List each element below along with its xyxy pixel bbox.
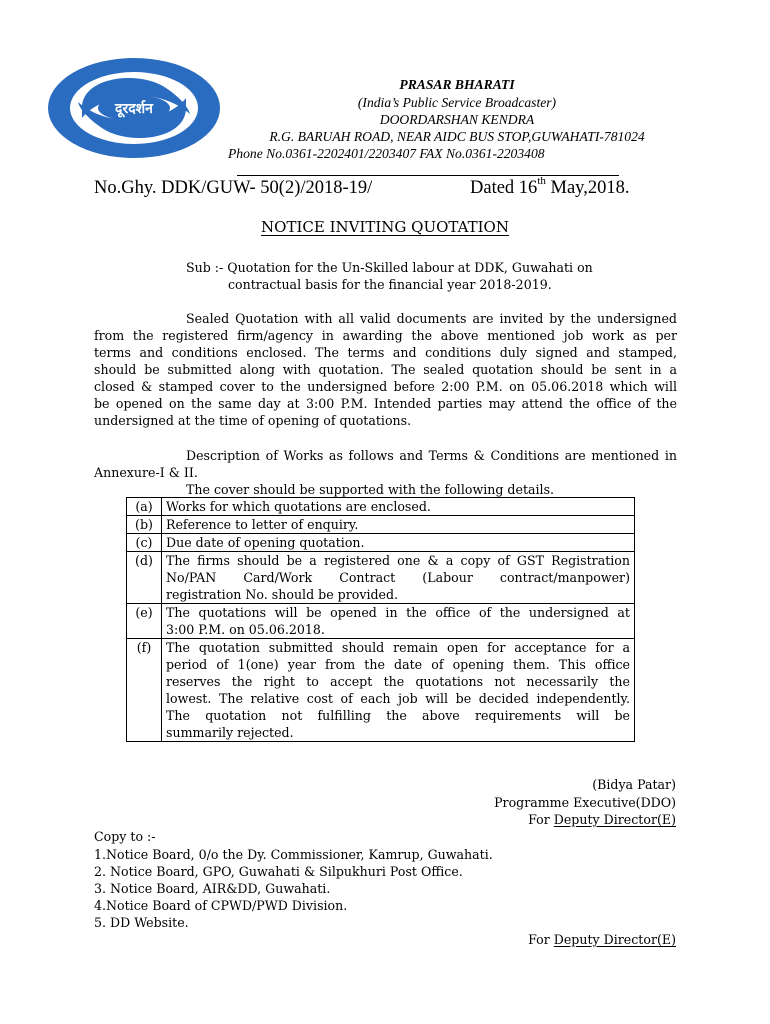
phone-fax: Phone No.0361-2202401/2203407 FAX No.0361-2203408 <box>228 146 545 161</box>
row-text: Due date of opening quotation. <box>162 534 635 552</box>
signatory-designation: Programme Executive(DDO) <box>494 795 676 810</box>
para1-line: from the registered firm/agency in awarding the above mentioned job work as per <box>94 328 677 343</box>
copy-to-item: 5. DD Website. <box>94 915 189 930</box>
row-label: (d) <box>127 552 162 604</box>
row-text: The quotations will be opened in the office of the undersigned at 3:00 P.M. on 05.06.2018. <box>162 604 635 639</box>
para1-line: terms and conditions enclosed. The terms and conditions duly signed and stamped, <box>94 345 677 360</box>
table-row <box>127 639 635 742</box>
signatory-name: (Bidya Patar) <box>592 777 676 792</box>
copy-to-item: 4.Notice Board of CPWD/PWD Division. <box>94 898 348 913</box>
kendra-name: DOORDARSHAN KENDRA <box>379 112 535 127</box>
logo-text: दूरदर्शन <box>115 101 153 117</box>
org-name: PRASAR BHARATI <box>399 77 515 92</box>
copy-to-item: 1.Notice Board, 0/o the Dy. Commissioner, Kamrup, Guwahati. <box>94 847 493 862</box>
subject-line-1: Sub :- Quotation for the Un-Skilled labour at DDK, Guwahati on <box>186 260 593 275</box>
table-row <box>127 516 635 534</box>
row-text: The quotation submitted should remain open for acceptance for a period of 1(one) year from the date of opening them. This office reserves the right to accept the quotations not necessarily the lowest. The relative cost of each job will be decided independently. The quotation not fulfilling the above requirements will be summarily rejected. <box>162 639 635 742</box>
para1-line: be opened on the same day at 3:00 P.M. Intended parties may attend the office of the <box>94 396 677 411</box>
para1-line: should be submitted along with quotation. The sealed quotation should be sent in a <box>94 362 677 377</box>
header-divider <box>237 175 619 176</box>
table-row <box>127 552 635 604</box>
doordarshan-logo <box>48 58 220 158</box>
row-text: Reference to letter of enquiry. <box>162 516 635 534</box>
row-label: (e) <box>127 604 162 639</box>
reference-date: Dated 16th May,2018. <box>470 175 630 198</box>
row-label: (c) <box>127 534 162 552</box>
row-label: (b) <box>127 516 162 534</box>
reference-number: No.Ghy. DDK/GUW- 50(2)/2018-19/ <box>94 178 373 198</box>
copy-to-heading: Copy to :- <box>94 829 156 844</box>
org-tagline: (India’s Public Service Broadcaster) <box>357 95 557 110</box>
details-table <box>126 497 635 742</box>
signatory-for: For Deputy Director(E) <box>528 812 676 827</box>
row-text: The firms should be a registered one & a copy of GST Registration No/PAN Card/Work Contract (Labour contract/manpower) registration No. should be provided. <box>162 552 635 604</box>
notice-title: NOTICE INVITING QUOTATION <box>261 218 509 236</box>
table-row <box>127 604 635 639</box>
subject-line-2: contractual basis for the financial year 2018-2019. <box>228 277 552 292</box>
row-label: (f) <box>127 639 162 742</box>
para2-line-1: Description of Works as follows and Terms & Conditions are mentioned in <box>186 448 677 463</box>
para1-line: closed & stamped cover to the undersigned before 2:00 P.M. on 05.06.2018 which will <box>94 379 677 394</box>
para2-line-2: Annexure-I & II. <box>94 465 198 480</box>
copy-to-item: 3. Notice Board, AIR&DD, Guwahati. <box>94 881 331 896</box>
table-row <box>127 498 635 516</box>
row-text: Works for which quotations are enclosed. <box>162 498 635 516</box>
table-row <box>127 534 635 552</box>
address: R.G. BARUAH ROAD, NEAR AIDC BUS STOP,GUWAHATI-781024 <box>269 129 645 144</box>
copy-to-item: 2. Notice Board, GPO, Guwahati & Silpukhuri Post Office. <box>94 864 463 879</box>
para2-line-3: The cover should be supported with the following details. <box>186 482 555 497</box>
footer-for: For Deputy Director(E) <box>528 932 676 947</box>
para1-line: Sealed Quotation with all valid documents are invited by the undersigned <box>186 311 677 326</box>
row-label: (a) <box>127 498 162 516</box>
para1-line: undersigned at the time of opening of quotations. <box>94 413 412 428</box>
